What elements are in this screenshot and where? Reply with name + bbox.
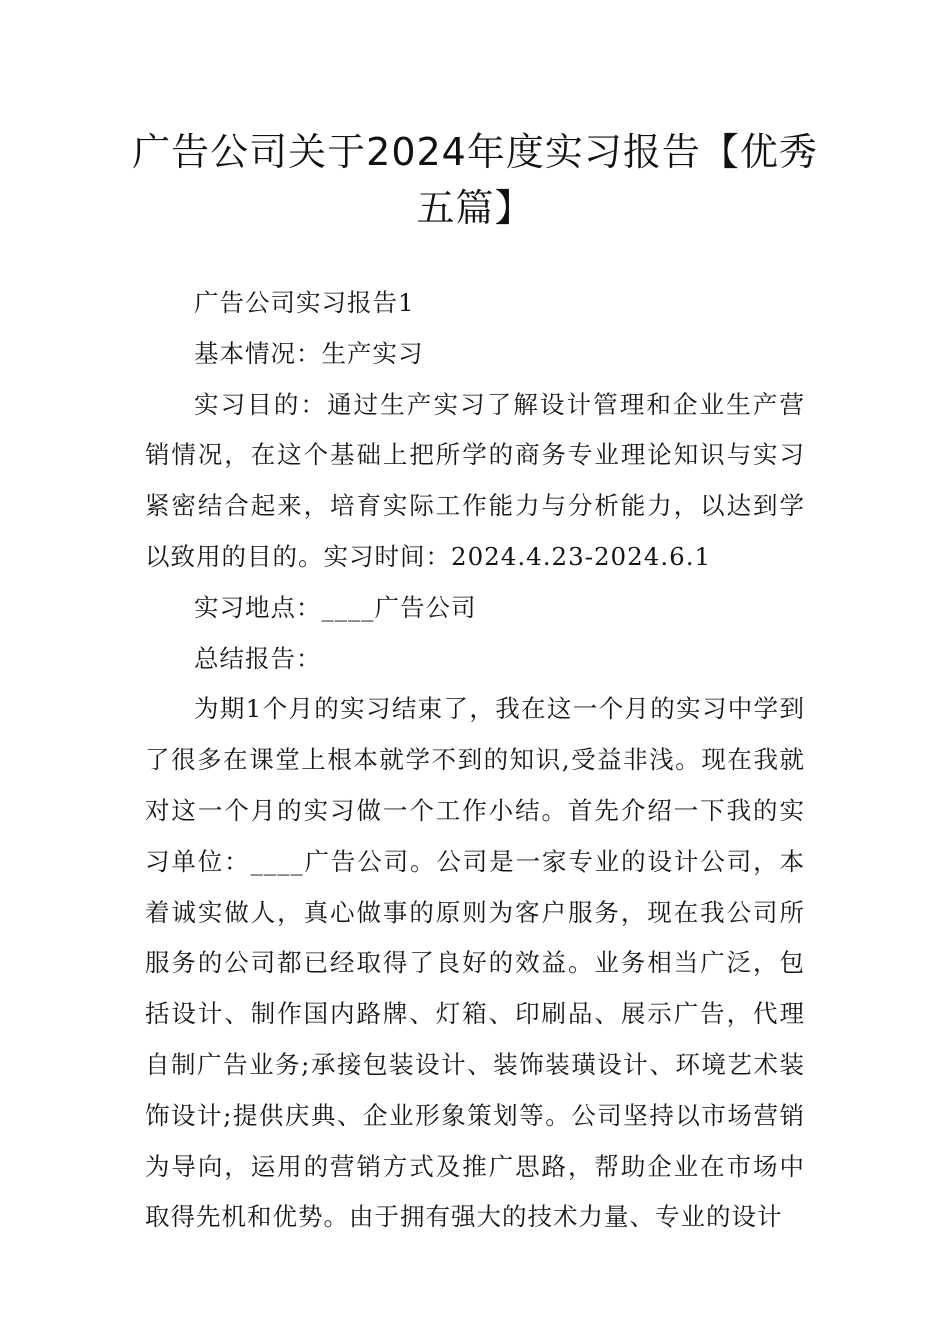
section-heading: 广告公司实习报告1 — [194, 288, 415, 317]
document-body — [145, 278, 805, 1243]
document-title: 广告公司关于2024年度实习报告【优秀五篇】 — [132, 130, 818, 230]
location-paragraph: 实习地点：____广告公司 — [194, 592, 477, 622]
summary-paragraph: 为期1个月的实习结束了，我在这一个月的实习中学到了很多在课堂上根本就学不到的知识,受益非浅。现在我就对这一个月的实习做一个工作小结。首先介绍一下我的实习单位：____广告公司。公司是一家专业的设计公司，本着诚实做人，真心做事的原则为客户服务，现在我公司所服务的公司都已经取得了良好的效益。业务相当广泛，包括设计、制作国内路牌、灯箱、印刷品、展示广告，代理自制广告业务;承接包装设计、装饰装璜设计、环境艺术装饰设计;提供庆典、企业形象策划等。公司坚持以市场营销为导向，运用的营销方式及推广思路，帮助企业在市场中取得先机和优势。由于拥有强大的技术力量、专业的设计 — [145, 694, 805, 1232]
basic-info-paragraph: 基本情况：生产实习 — [194, 338, 424, 368]
summary-label: 总结报告： — [194, 643, 322, 673]
purpose-paragraph: 实习目的：通过生产实习了解设计管理和企业生产营销情况，在这个基础上把所学的商务专业理论知识与实习紧密结合起来，培育实际工作能力与分析能力，以达到学以致用的目的。实习时间：2024.4.23-2024.6.1 — [145, 389, 805, 571]
